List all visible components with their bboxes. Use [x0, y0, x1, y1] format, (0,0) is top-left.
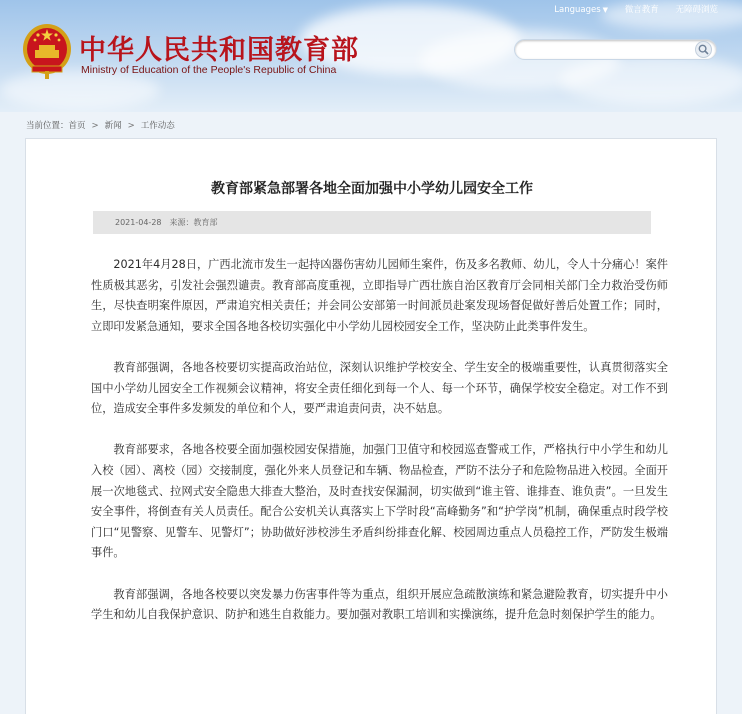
- site-subtitle: Ministry of Education of the People's Republic of China: [81, 64, 337, 76]
- article-date: 2021-04-28: [115, 218, 162, 227]
- languages-label: Languages: [554, 5, 601, 15]
- caret-down-icon: ▼: [602, 6, 609, 14]
- weiyan-link[interactable]: 微言教育: [624, 5, 659, 15]
- accessibility-link[interactable]: 无障碍浏览: [675, 5, 718, 15]
- article-paragraph: 教育部强调，各地各校要切实提高政治站位，深刻认识维护学校安全、学生安全的极端重要性，认真贯彻落实全国中小学幼儿园安全工作视频会议精神，将安全责任细化到每一个人、每一个环节，确保学校安全稳定。对工作不到位，造成安全事件多发频发的单位和个人，要严肃追责问责，决不姑息。: [91, 360, 668, 416]
- article-meta-bar: [93, 211, 651, 234]
- article-source: 来源：教育部: [169, 218, 218, 227]
- article-paragraph: 教育部要求，各地各校要全面加强校园安保措施，加强门卫值守和校园巡查警戒工作，严格执行中小学生和幼儿入校（园）、离校（园）交接制度，强化外来人员登记和车辆、物品检查，严防不法分子和危险物品进入校园。全面开展一次地毯式、拉网式安全隐患大排查大整治，及时查找安保漏洞，切实做到“谁主管、谁排查、谁负责”。一旦发生安全事件，将倒查有关人员责任。配合公安机关认真落实上下学时段“高峰勤务”和“护学岗”机制，确保重点时段学校门口“见警察、见警车、见警灯”；协助做好涉校涉生矛盾纠纷排查化解、校园周边重点人员稳控工作，严防发生极端事件。: [91, 443, 668, 560]
- languages-link[interactable]: [554, 5, 608, 15]
- breadcrumb-separator: >: [91, 121, 99, 131]
- breadcrumb-home[interactable]: 首页: [68, 121, 86, 131]
- search-box: [514, 39, 717, 60]
- breadcrumb-separator: >: [127, 121, 135, 131]
- article-title: 教育部紧急部署各地全面加强中小学幼儿园安全工作: [211, 181, 533, 197]
- top-links: [540, 3, 718, 15]
- breadcrumb-label: 当前位置：: [26, 121, 69, 131]
- search-input[interactable]: [515, 43, 695, 62]
- national-emblem-icon[interactable]: [22, 22, 72, 80]
- article-panel: [25, 138, 717, 714]
- article-meta: [115, 217, 218, 228]
- search-icon[interactable]: [695, 41, 712, 58]
- breadcrumb-work-news[interactable]: 工作动态: [140, 121, 175, 131]
- article-body: [91, 255, 668, 646]
- article-paragraph: 教育部强调，各地各校要以突发暴力伤害事件等为重点，组织开展应急疏散演练和紧急避险教育，切实提升中小学生和幼儿自我保护意识、防护和逃生自救能力。要加强对教职工培训和实操演练，提升危急时刻保护学生的能力。: [91, 587, 668, 622]
- site-title[interactable]: 中华人民共和国教育部: [79, 35, 359, 66]
- breadcrumb: [26, 119, 175, 131]
- cloud-decoration: [560, 55, 742, 105]
- site-header: [0, 0, 742, 112]
- breadcrumb-news[interactable]: 新闻: [104, 121, 122, 131]
- article-paragraph: 2021年4月28日，广西北流市发生一起持凶器伤害幼儿园师生案件，伤及多名教师、幼儿，令人十分痛心！案件性质极其恶劣，引发社会强烈谴责。教育部高度重视，立即指导广西壮族自治区教育厅会同相关部门全力救治受伤师生，尽快查明案件原因，严肃追究相关责任；并会同公安部第一时间派员赴案发现场督促做好善后处置工作；同时，立即印发紧急通知，要求全国各地各校切实强化中小学幼儿园校园安全工作，坚决防止此类事件发生。: [91, 258, 668, 333]
